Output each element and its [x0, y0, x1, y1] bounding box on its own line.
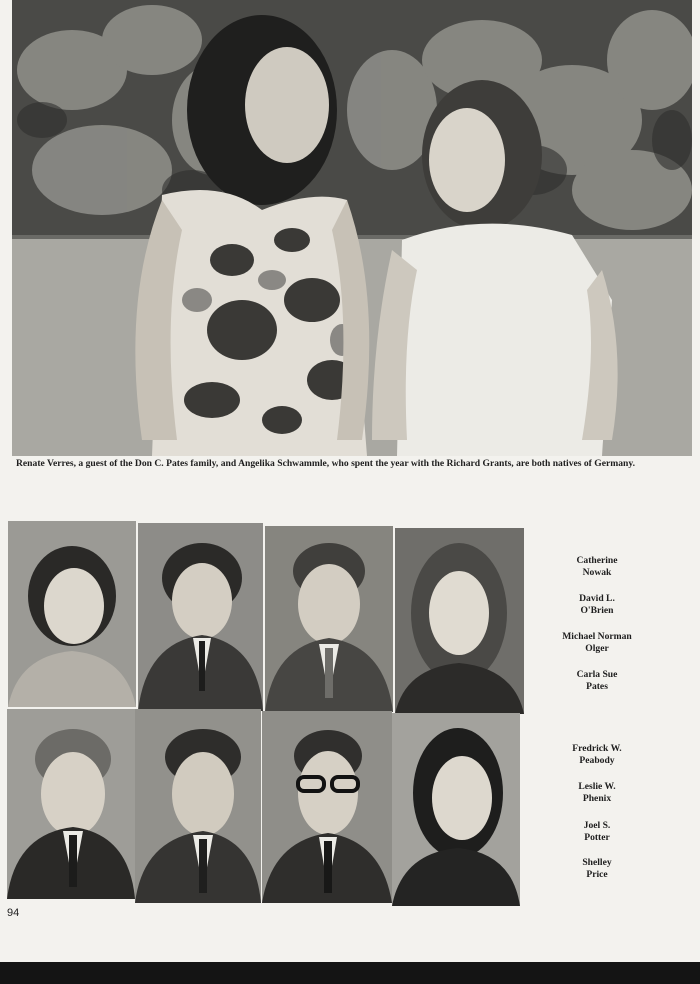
student-name	[532, 743, 662, 767]
student-last-name: O'Brien	[580, 605, 614, 616]
portrait-leslie-phenix	[135, 709, 261, 903]
portrait-joel-potter	[262, 711, 392, 903]
student-last-name: Peabody	[579, 755, 615, 766]
scan-edge	[0, 962, 700, 984]
student-first-name: Shelley	[582, 857, 612, 868]
student-last-name: Nowak	[582, 567, 612, 578]
student-name	[532, 820, 662, 844]
feature-photo	[12, 0, 692, 456]
student-first-name: Carla Sue	[576, 669, 618, 680]
portrait-fredrick-peabody	[7, 709, 135, 899]
student-name	[532, 593, 662, 617]
portrait-shelley-price	[392, 713, 520, 906]
student-first-name: Joel S.	[583, 820, 611, 831]
portrait-carla-pates	[395, 528, 524, 714]
page-number: 94	[7, 907, 20, 919]
student-first-name: Leslie W.	[578, 781, 616, 792]
photo-caption: Renate Verres, a guest of the Don C. Pates family, and Angelika Schwammle, who spent the year with the Richard Grants, are both natives of Germany.	[16, 458, 636, 469]
student-last-name: Olger	[585, 643, 609, 654]
student-first-name: Michael Norman	[562, 631, 632, 642]
student-last-name: Pates	[586, 681, 608, 692]
student-last-name: Potter	[584, 832, 610, 843]
student-name	[532, 555, 662, 579]
student-name	[532, 631, 662, 655]
student-first-name: Catherine	[576, 555, 618, 566]
portrait-david-obrien	[138, 523, 263, 711]
student-name	[532, 781, 662, 805]
student-last-name: Phenix	[582, 793, 612, 804]
student-last-name: Price	[586, 869, 608, 880]
student-first-name: Fredrick W.	[572, 743, 622, 754]
student-name	[532, 857, 662, 881]
student-name	[532, 669, 662, 693]
portrait-catherine-nowak	[8, 521, 136, 707]
student-first-name: David L.	[579, 593, 615, 604]
portrait-michael-olger	[265, 526, 393, 712]
